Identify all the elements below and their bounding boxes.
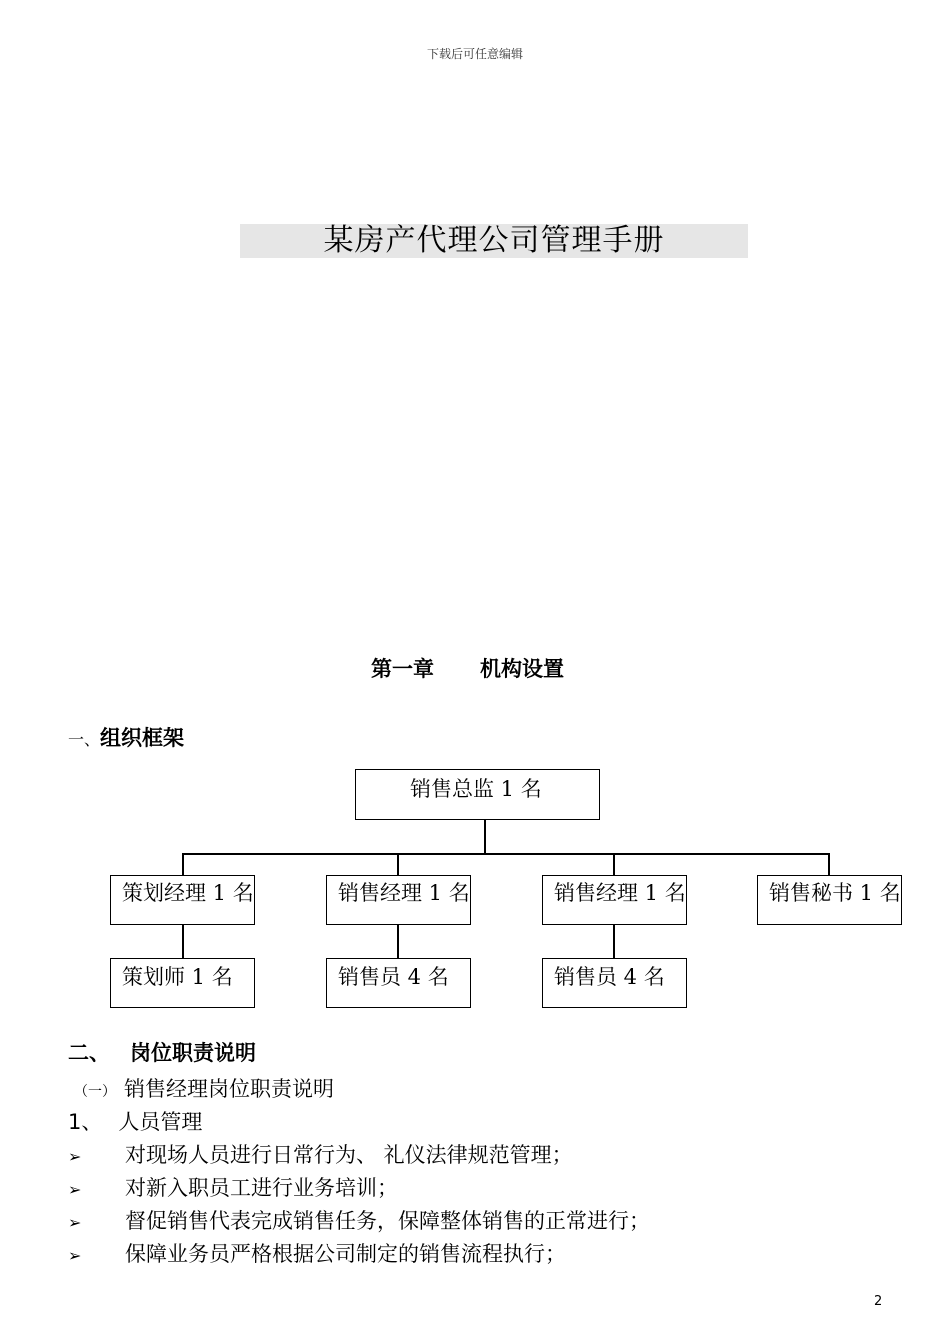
arrow-bullet-icon: ➢	[68, 1180, 82, 1199]
list-item	[68, 1206, 650, 1239]
connector-line	[397, 853, 399, 876]
page-number: 2	[874, 1294, 883, 1309]
list-item-text: 对现场人员进行日常行为、 礼仪法律规范管理；	[125, 1143, 573, 1167]
org-box-planner: 策划师 1 名	[110, 958, 255, 1008]
org-box-sales-secretary: 销售秘书 1 名	[757, 875, 902, 925]
connector-line	[182, 923, 184, 959]
org-box-sales-manager: 销售经理 1 名	[542, 875, 687, 925]
subsection-heading	[74, 1073, 334, 1103]
chapter-number: 第一章	[371, 657, 434, 681]
section-title: 岗位职责说明	[130, 1041, 256, 1065]
org-box-planning-manager: 策划经理 1 名	[110, 875, 255, 925]
arrow-bullet-icon: ➢	[68, 1246, 82, 1265]
section-number: 二、	[68, 1041, 110, 1065]
connector-line	[182, 853, 184, 876]
document-title: 某房产代理公司管理手册	[240, 224, 748, 258]
item-number: 1、	[68, 1110, 103, 1134]
connector-line	[613, 853, 615, 876]
section-number: 一、	[68, 730, 101, 749]
arrow-bullet-icon: ➢	[68, 1147, 82, 1166]
org-box-sales-director: 销售总监 1 名	[355, 769, 600, 820]
item-title: 人员管理	[118, 1110, 203, 1134]
connector-line	[828, 853, 830, 876]
connector-line	[613, 923, 615, 959]
subsection-title: 销售经理岗位职责说明	[124, 1077, 334, 1101]
section-title: 组织框架	[100, 726, 185, 750]
header-note: 下载后可任意编辑	[426, 47, 523, 61]
connector-line	[182, 853, 830, 855]
chapter-title: 机构设置	[480, 657, 564, 681]
section-heading-duties	[68, 1037, 256, 1067]
org-box-salesperson: 销售员 4 名	[542, 958, 687, 1008]
list-item	[68, 1239, 650, 1272]
list-item-text: 对新入职员工进行业务培训；	[125, 1176, 398, 1200]
list-item-text: 督促销售代表完成销售任务，保障整体销售的正常进行；	[125, 1209, 650, 1233]
list-item	[68, 1140, 650, 1173]
org-box-sales-manager: 销售经理 1 名	[326, 875, 471, 925]
connector-line	[484, 818, 486, 855]
list-item	[68, 1173, 650, 1206]
item-heading	[68, 1106, 202, 1136]
connector-line	[397, 923, 399, 959]
org-box-salesperson: 销售员 4 名	[326, 958, 471, 1008]
arrow-bullet-icon: ➢	[68, 1213, 82, 1232]
subsection-number: （一）	[74, 1084, 116, 1100]
duty-list	[68, 1140, 650, 1272]
list-item-text: 保障业务员严格根据公司制定的销售流程执行；	[125, 1242, 566, 1266]
